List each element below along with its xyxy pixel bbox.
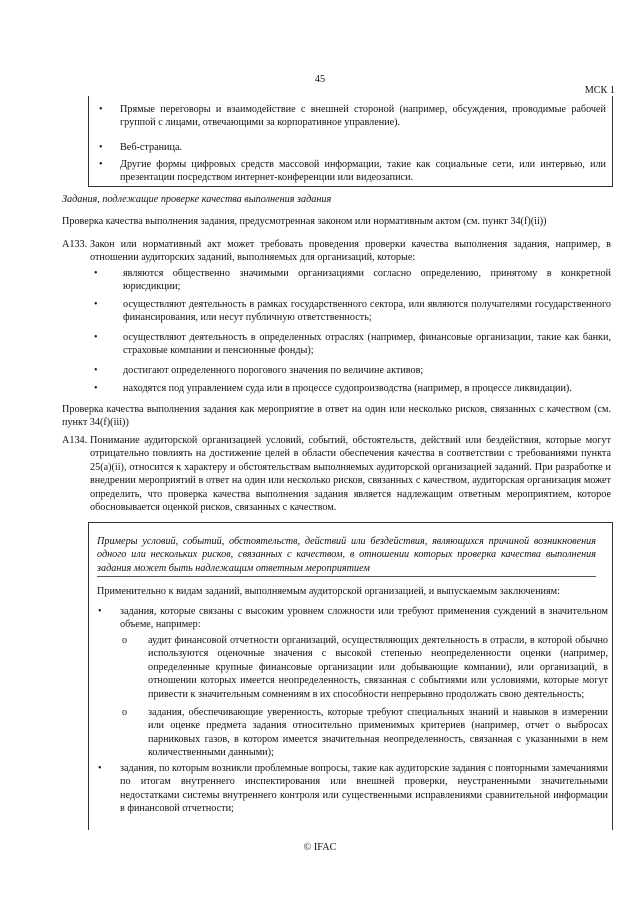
page-number: 45 <box>314 74 326 85</box>
box-bullet-3: Другие формы цифровых средств массовой информации, такие как социальные сети, или интервью, или презентации посредством интернет-конференции или видеозаписи. <box>120 159 606 184</box>
a133-bullet-1: являются общественно значимыми организациями согласно определению, принятому в конкретной юрисдикции; <box>123 268 611 293</box>
paragraph-label-a134: A134. <box>62 435 88 446</box>
a134-text: Понимание аудиторской организацией условий, событий, обстоятельств, действий или бездействия, которые могут отрицательно повлиять на достижение целей в области обеспечения качества в соответствии с требованиями пункта 25(a)(ii), относится к характеру и обстоятельствам выполняемых аудиторской организацией заданий. При разработке и внедрении мероприятий в ответ на один или несколько рисков, связанных с качеством, аудиторская организация может определить, что проверка качества выполнения задания является надлежащим ответным мероприятием, которое обосновывается оценкой рисков, связанных с качеством. <box>90 435 611 514</box>
bullet-icon: • <box>98 763 102 774</box>
box-bullet-2: Веб-страница. <box>120 142 183 153</box>
examples-sub-1: аудит финансовой отчетности организаций, осуществляющих деятельность в отрасли, в которой обычно используются оценочные значения с высокой степенью неопределенности оценки (например, определенные крупные финансовые организации или добывающие компании), или организаций, в отношении которых имеется неопределенность, связанная с событиями или условиями, которые могут привести к значительным сомнениям в их способности непрерывно продолжать свою деятельность; <box>148 635 608 700</box>
sub-bullet-icon: o <box>122 707 127 718</box>
box-bullet-1: Прямые переговоры и взаимодействие с внешней стороной (например, обсуждения, проводимые рабочей группой с лицами, отвечающими за корпоративное управление). <box>120 104 606 129</box>
bullet-icon: • <box>99 142 103 153</box>
document-code: МСК 1 <box>584 85 615 96</box>
a133-bullet-5: находятся под управлением суда или в процессе судопроизводства (например, в процессе ликвидации). <box>123 383 572 394</box>
examples-intro: Применительно к видам заданий, выполняемым аудиторской организацией, и выпускаемым заключениям: <box>97 586 560 597</box>
section-heading: Задания, подлежащие проверке качества выполнения задания <box>62 194 332 205</box>
bullet-icon: • <box>94 365 98 376</box>
bullet-icon: • <box>94 299 98 310</box>
examples-divider <box>97 576 596 577</box>
bullet-icon: • <box>94 383 98 394</box>
bullet-icon: • <box>98 606 102 617</box>
a133-bullet-3: осуществляют деятельность в определенных отраслях (например, финансовые организации, такие как банки, страховые компании и пенсионные фонды); <box>123 332 611 357</box>
bullet-icon: • <box>94 332 98 343</box>
subheading-risk: Проверка качества выполнения задания как мероприятие в ответ на один или несколько рисков, связанных с качеством (см. пункт 34(f)(iii)) <box>62 404 611 429</box>
examples-bullet-2: задания, по которым возникли проблемные вопросы, такие как аудиторские задания с повторными замечаниями по итогам внутреннего инспектирования или внешней проверки, неустраненными значительными недостатками системы внутреннего контроля или существенными исправлениями сравнительной информации в финансовой отчетности; <box>120 763 608 815</box>
bullet-icon: • <box>94 268 98 279</box>
sub-bullet-icon: o <box>122 635 127 646</box>
examples-sub-2: задания, обеспечивающие уверенность, которые требуют специальных знаний и навыков в измерении или оценке предмета задания относительно применимых критериев (например, отчет о выбросах парниковых газов, в котором имеется значительная неопределенность, связанная с указанными в нем количественными данными); <box>148 707 608 759</box>
a133-intro: Закон или нормативный акт может требовать проведения проверки качества выполнения задания, например, в отношении аудиторских заданий, выполняемых для организаций, которые: <box>90 239 611 264</box>
examples-title: Примеры условий, событий, обстоятельств, действий или бездействия, являющихся причиной возникновения одного или нескольких рисков, связанных с качеством, в отношении которых проверка качества выполнения задания может быть надлежащим ответным мероприятием <box>97 536 596 574</box>
examples-bullet-1: задания, которые связаны с высоким уровнем сложности или требуют применения суждений в значительном объеме, например: <box>120 606 608 631</box>
footer-copyright: © IFAC <box>303 842 337 853</box>
bullet-icon: • <box>99 104 103 115</box>
a133-bullet-4: достигают определенного порогового значения по величине активов; <box>123 365 424 376</box>
subheading-law: Проверка качества выполнения задания, предусмотренная законом или нормативным актом (см. пункт 34(f)(ii)) <box>62 216 547 227</box>
bullet-icon: • <box>99 159 103 170</box>
a133-bullet-2: осуществляют деятельность в рамках государственного сектора, или являются получателями государственного финансирования, или несут публичную ответственность; <box>123 299 611 324</box>
paragraph-label-a133: A133. <box>62 239 88 250</box>
